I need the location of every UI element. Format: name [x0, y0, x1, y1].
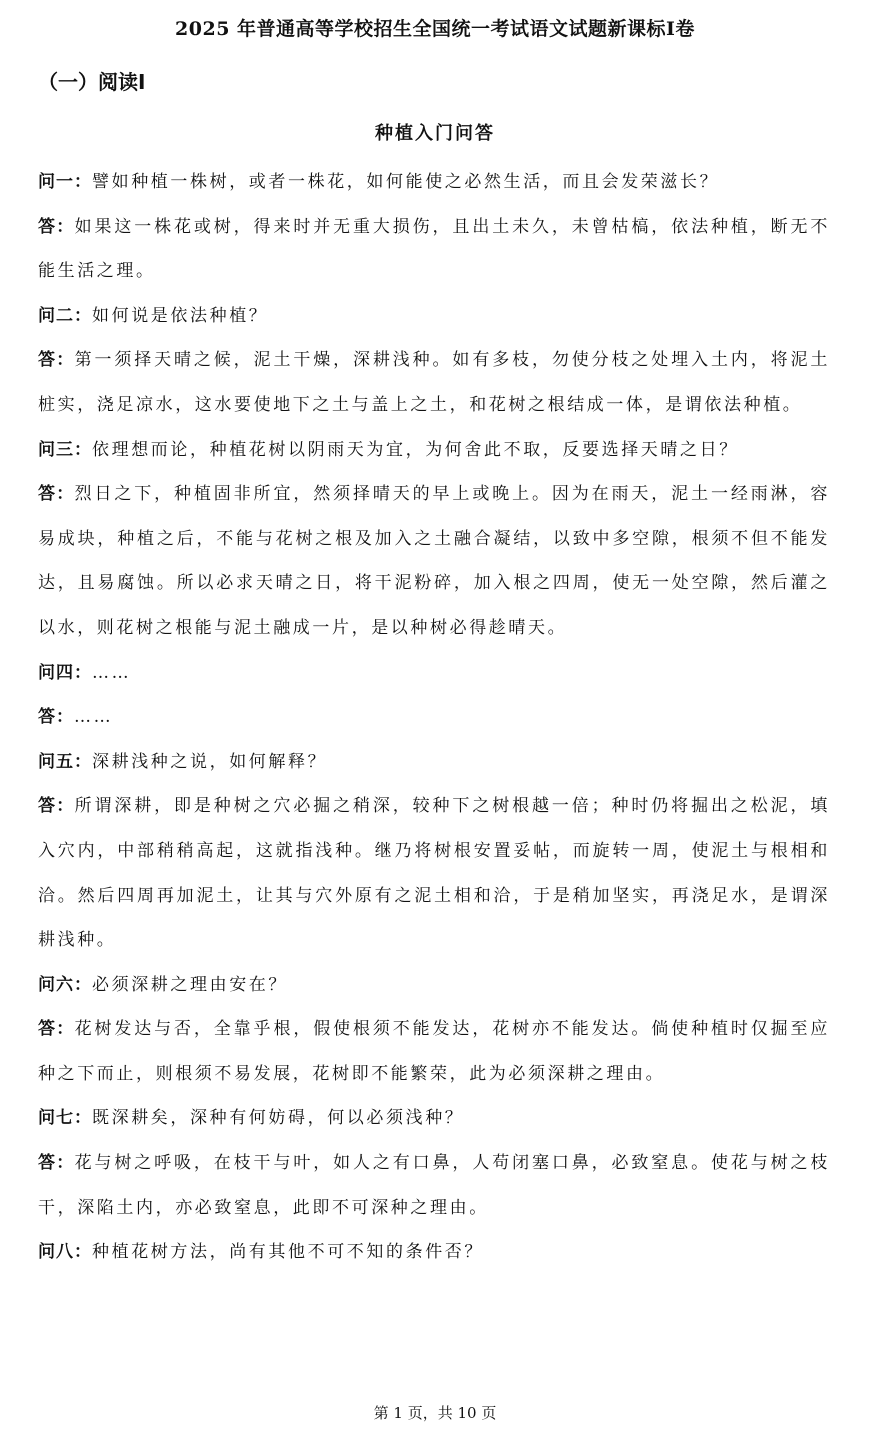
qa-question-2	[38, 294, 830, 339]
qa-text: ……	[92, 662, 132, 683]
qa-label: 答：	[38, 484, 75, 505]
qa-answer-2	[38, 338, 830, 427]
page-number: 第 1 页，共 10 页	[373, 1404, 497, 1422]
qa-label: 问七：	[38, 1108, 92, 1129]
qa-question-1	[38, 160, 830, 205]
article-title: 种植入门问答	[375, 123, 495, 144]
qa-label: 问四：	[38, 662, 92, 683]
qa-text: 既深耕矣，深种有何妨碍，何以必须浅种？	[92, 1108, 465, 1129]
qa-text: 依理想而论，种植花树以阴雨天为宜，为何舍此不取，反要选择天晴之日？	[92, 439, 739, 460]
qa-label: 答：	[38, 1153, 75, 1174]
section-heading: （一）阅读I	[38, 70, 146, 94]
qa-text: 第一须择天晴之候，泥土干燥，深耕浅种。如有多枝，勿使分枝之处埋入土内，将泥土桩实，浇足凉水，这水要使地下之土与盖上之土，和花树之根结成一体，是谓依法种植。	[38, 350, 830, 415]
qa-answer-7	[38, 1141, 830, 1230]
qa-text: 花与树之呼吸，在枝干与叶，如人之有口鼻，人苟闭塞口鼻，必致窒息。使花与树之枝干，深陷土内，亦必致窒息，此即不可深种之理由。	[38, 1153, 830, 1218]
qa-answer-4	[38, 695, 830, 740]
qa-label: 问五：	[38, 751, 92, 772]
qa-text: 譬如种植一株树，或者一株花，如何能使之必然生活，而且会发荣滋长？	[92, 172, 720, 192]
document-title: 2025 年普通高等学校招生全国统一考试语文试题新课标I卷	[175, 18, 695, 40]
qa-question-4	[38, 651, 830, 696]
qa-text: 种植花树方法，尚有其他不可不知的条件否？	[92, 1242, 484, 1263]
qa-answer-1	[38, 205, 830, 294]
qa-label: 问二：	[38, 305, 92, 326]
qa-text: 所谓深耕，即是种树之穴必掘之稍深，较种下之树根越一倍；种时仍将掘出之松泥，填入穴内，中部稍稍高起，这就指浅种。继乃将树根安置妥帖，而旋转一周，使泥土与根相和洽。然后四周再加泥土，让其与穴外原有之泥土相和洽，于是稍加坚实，再浇足水，是谓深耕浅种。	[38, 796, 830, 951]
qa-text: 必须深耕之理由安在？	[92, 974, 288, 995]
qa-label: 答：	[38, 1019, 75, 1040]
qa-label: 问六：	[38, 974, 92, 995]
qa-question-7	[38, 1096, 830, 1141]
qa-question-6	[38, 963, 830, 1008]
qa-question-3	[38, 428, 830, 473]
qa-text: 如果这一株花或树，得来时并无重大损伤，且出土未久，未曾枯槁，依法种植，断无不能生活之理。	[38, 216, 830, 282]
qa-label: 答：	[38, 796, 75, 817]
qa-text: 花树发达与否，全靠乎根，假使根须不能发达，花树亦不能发达。倘使种植时仅掘至应种之下而止，则根须不易发展，花树即不能繁荣，此为必须深耕之理由。	[38, 1019, 830, 1084]
qa-label: 问三：	[38, 439, 92, 460]
qa-answer-6	[38, 1007, 830, 1096]
qa-label: 答：	[38, 707, 74, 728]
qa-text: 如何说是依法种植？	[92, 305, 269, 326]
qa-question-5	[38, 740, 830, 785]
qa-label: 答：	[38, 350, 75, 371]
qa-label: 问八：	[38, 1242, 92, 1263]
qa-text: 烈日之下，种植固非所宜，然须择晴天的早上或晚上。因为在雨天，泥土一经雨淋，容易成块，种植之后，不能与花树之根及加入之土融合凝结，以致中多空隙，根须不但不能发达，且易腐蚀。所以必求天晴之日，将干泥粉碎，加入根之四周，使无一处空隙，然后灌之以水，则花树之根能与泥土融成一片，是以种树必得趁晴天。	[38, 484, 830, 638]
qa-question-8	[38, 1230, 830, 1275]
qa-label: 答：	[38, 216, 75, 237]
qa-answer-5	[38, 784, 830, 962]
qa-text: 深耕浅种之说，如何解释？	[92, 751, 328, 772]
qa-answer-3	[38, 472, 830, 650]
qa-text: ……	[74, 707, 114, 728]
qa-body	[38, 160, 830, 1275]
qa-label: 问一：	[38, 172, 92, 192]
